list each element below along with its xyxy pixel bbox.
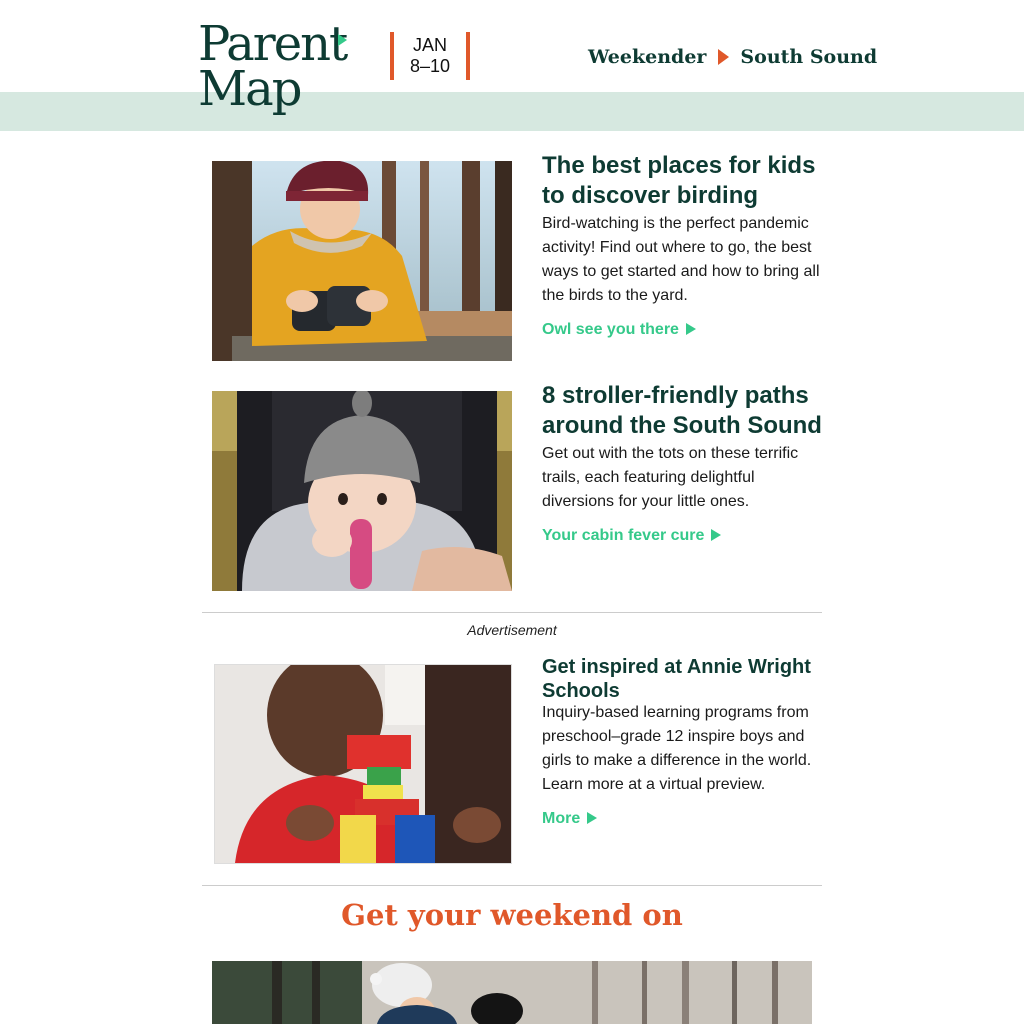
- article-1-cta[interactable]: [542, 321, 696, 339]
- article-1-description: Bird-watching is the perfect pandemic activity! Find out where to go, the best ways to get started and how to bring all the birds to the yard.: [542, 215, 820, 304]
- article-2-description: Get out with the tots on these terrific trails, each featuring delightful diversions for your little ones.: [542, 445, 799, 510]
- ad-more-link[interactable]: [542, 810, 597, 828]
- divider: [202, 612, 822, 613]
- article-1-cta-label: Owl see you there: [542, 321, 679, 338]
- date-month: JAN: [412, 35, 447, 55]
- logo-arrow-icon: [338, 34, 347, 46]
- article-1-title[interactable]: The best places for kids to discover birding: [542, 152, 816, 209]
- parentmap-logo[interactable]: [198, 16, 348, 122]
- issue-date: [390, 32, 470, 80]
- weekend-feature-image[interactable]: [212, 961, 812, 1024]
- ad-description: Inquiry-based learning programs from preschool–grade 12 inspire boys and girls to make a difference in the world. Learn more at a virtual preview.: [542, 704, 812, 793]
- divider: [202, 885, 822, 886]
- ad-image[interactable]: [215, 665, 511, 863]
- play-arrow-icon: [587, 812, 597, 824]
- date-days: 8–10: [409, 56, 451, 76]
- article-2-cta[interactable]: [542, 527, 721, 545]
- play-arrow-icon: [686, 323, 696, 335]
- nav-weekender[interactable]: Weekender: [588, 46, 707, 68]
- logo-line-1: Parent: [198, 16, 347, 72]
- ad-title[interactable]: Get inspired at Annie Wright Schools: [542, 656, 811, 702]
- article-2-title[interactable]: 8 stroller-friendly paths around the South Sound: [542, 382, 822, 439]
- article-2-image[interactable]: [212, 391, 512, 591]
- article-2-cta-label: Your cabin fever cure: [542, 527, 705, 544]
- logo-line-2: Map: [198, 61, 301, 117]
- ad-more-label: More: [542, 810, 581, 827]
- section-title: Get your weekend on: [341, 898, 683, 932]
- article-1-image[interactable]: [212, 161, 512, 361]
- edition-breadcrumb: [588, 44, 877, 70]
- advertisement-label: Advertisement: [467, 622, 557, 638]
- header-band: [0, 92, 1024, 131]
- play-arrow-icon: [711, 529, 721, 541]
- nav-south-sound[interactable]: South Sound: [740, 46, 878, 68]
- nav-arrow-icon: [718, 49, 729, 65]
